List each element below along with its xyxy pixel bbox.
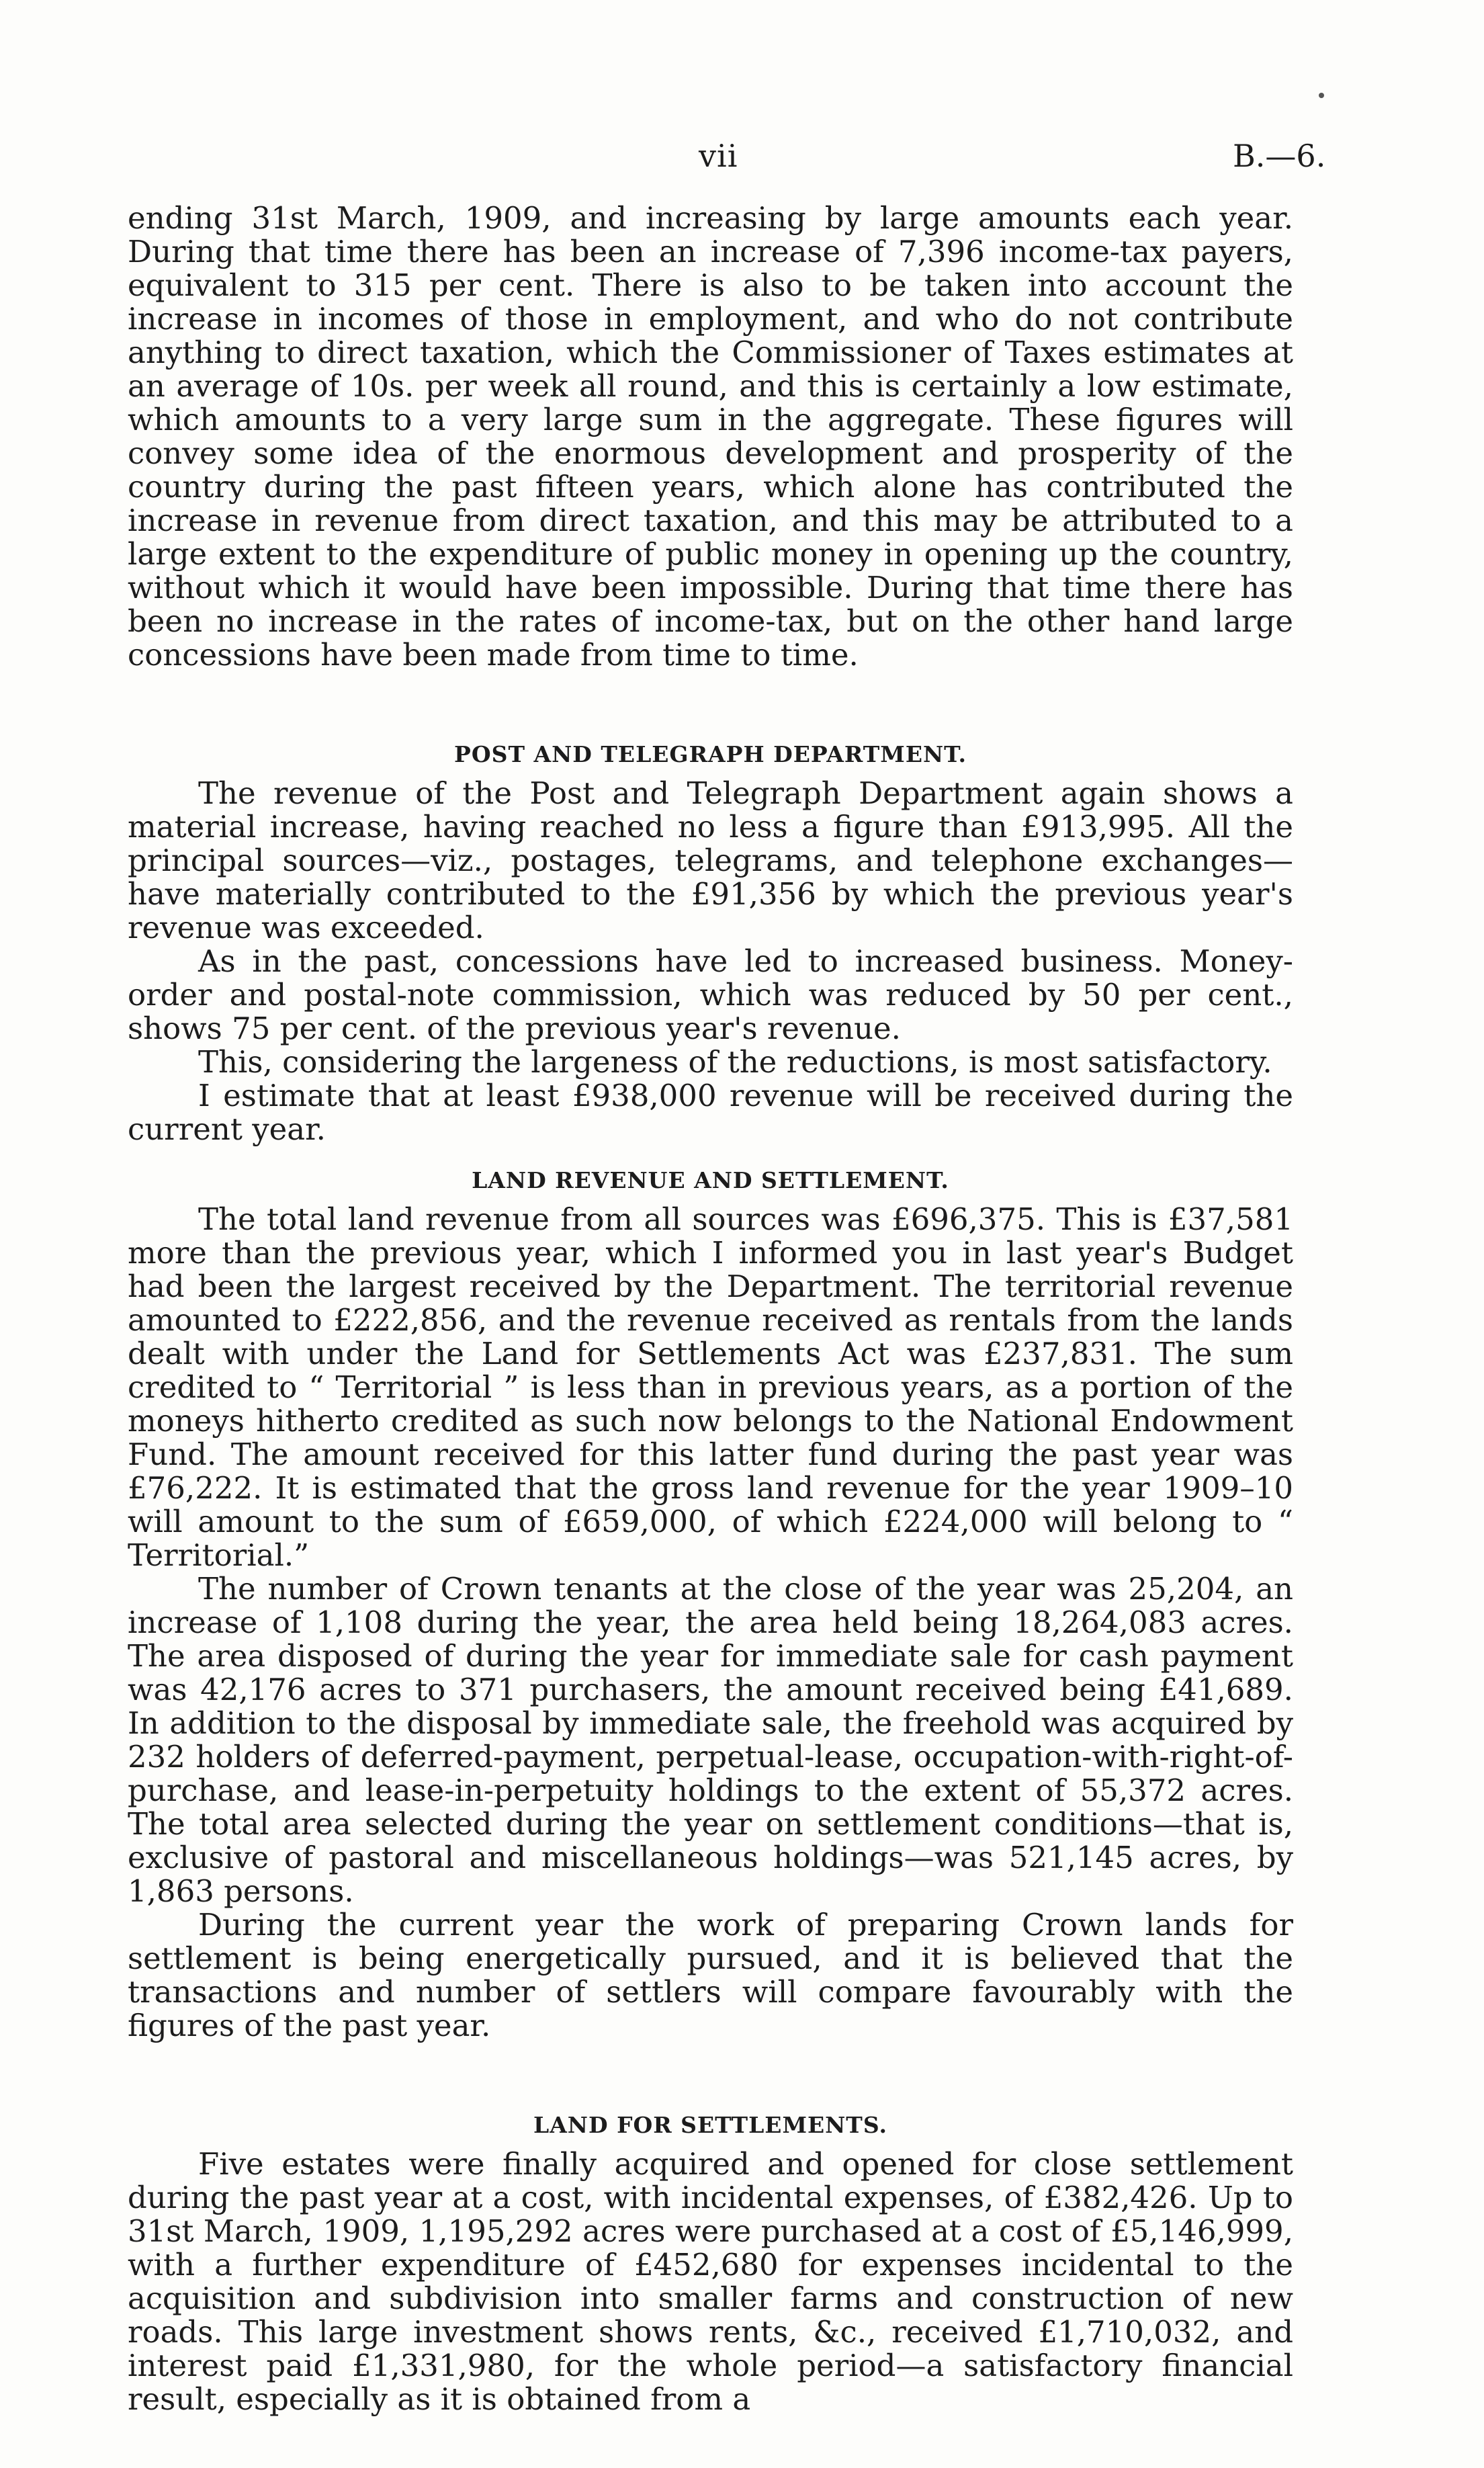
land-revenue-paragraph-2: The number of Crown tenants at the close of the year was 25,204, an increase of 1,108 during the year, the area held being 18,264,083 acres. The area disposed of during the year for immediate sale for cash payment was 42,176 acres to 371 purchasers, the amount received being £41,689. In addition to the disposal by immediate sale, the freehold was acquired by 232 holders of deferred-payment, perpetual-lease, occupation-with-right-of-purchase, and lease-in-perpetuity holdings to the extent of 55,372 acres. The total area selected during the year on settlement conditions—that is, exclusive of pastoral and miscellaneous holdings—was 521,145 acres, by 1,863 persons. xyxy=(128,1571,1293,1909)
post-paragraph-4: I estimate that at least £938,000 revenue will be received during the current year. xyxy=(128,1078,1293,1147)
land-settlements-heading: LAND FOR SETTLEMENTS. xyxy=(533,2112,887,2138)
land-revenue-paragraph-1: The total land revenue from all sources was £696,375. This is £37,581 more than the previous year, which I informed you in last year's Budget had been the largest received by the Department. The territorial revenue amounted to £222,856, and the revenue received as rentals from the lands dealt with under the Land for Settlements Act was £237,831. The sum credited to “ Territorial ” is less than in previous years, as a portion of the moneys hitherto credited as such now belongs to the National Endowment Fund. The amount received for this latter fund during the past year was £76,222. It is estimated that the gross land revenue for the year 1909–10 will amount to the sum of £659,000, of which £224,000 will belong to “ Territorial.” xyxy=(128,1201,1293,1573)
land-revenue-heading: LAND REVENUE AND SETTLEMENT. xyxy=(472,1167,949,1193)
page-body xyxy=(128,202,1293,2416)
post-telegraph-heading: POST AND TELEGRAPH DEPARTMENT. xyxy=(454,741,967,767)
intro-paragraph: ending 31st March, 1909, and increasing by large amounts each year. During that time there has been an increase of 7,396 income-tax payers, equivalent to 315 per cent. There is also to be taken into account the increase in incomes of those in employment, and who do not contribute anything to direct taxation, which the Commissioner of Taxes estimates at an average of 10s. per week all round, and this is certainly a low estimate, which amounts to a very large sum in the aggregate. These figures will convey some idea of the enormous development and prosperity of the country during the past fifteen years, which alone has contributed the increase in revenue from direct taxation, and this may be attributed to a large extent to the expenditure of public money in opening up the country, without which it would have been impossible. During that time there has been no increase in the rates of income-tax, but on the other hand large concessions have been made from time to time. xyxy=(128,200,1293,673)
document-reference: B.—6. xyxy=(1233,138,1326,174)
post-paragraph-3: This, considering the largeness of the reductions, is most satisfactory. xyxy=(198,1044,1272,1080)
post-paragraph-1: The revenue of the Post and Telegraph Department again shows a material increase, having reached no less a figure than £913,995. All the principal sources—viz., postages, telegrams, and telephone exchanges—have materially contributed to the £91,356 by which the previous year's revenue was exceeded. xyxy=(128,775,1293,945)
land-settlements-paragraph-1: Five estates were finally acquired and opened for close settlement during the past year at a cost, with incidental expenses, of £382,426. Up to 31st March, 1909, 1,195,292 acres were purchased at a cost of £5,146,999, with a further expenditure of £452,680 for expenses incidental to the acquisition and subdivision into smaller farms and construction of new roads. This large investment shows rents, &c., received £1,710,032, and interest paid £1,331,980, for the whole period—a satisfactory financial result, especially as it is obtained from a xyxy=(128,2146,1293,2417)
page-number: vii xyxy=(699,138,738,174)
page-speck xyxy=(1319,93,1324,98)
post-paragraph-2: As in the past, concessions have led to increased business. Money-order and postal-note commission, which was reduced by 50 per cent., shows 75 per cent. of the previous year's revenue. xyxy=(128,943,1293,1046)
land-revenue-paragraph-3: During the current year the work of preparing Crown lands for settlement is being energetically pursued, and it is believed that the transactions and number of settlers will compare favourably with the figures of the past year. xyxy=(128,1907,1293,2043)
